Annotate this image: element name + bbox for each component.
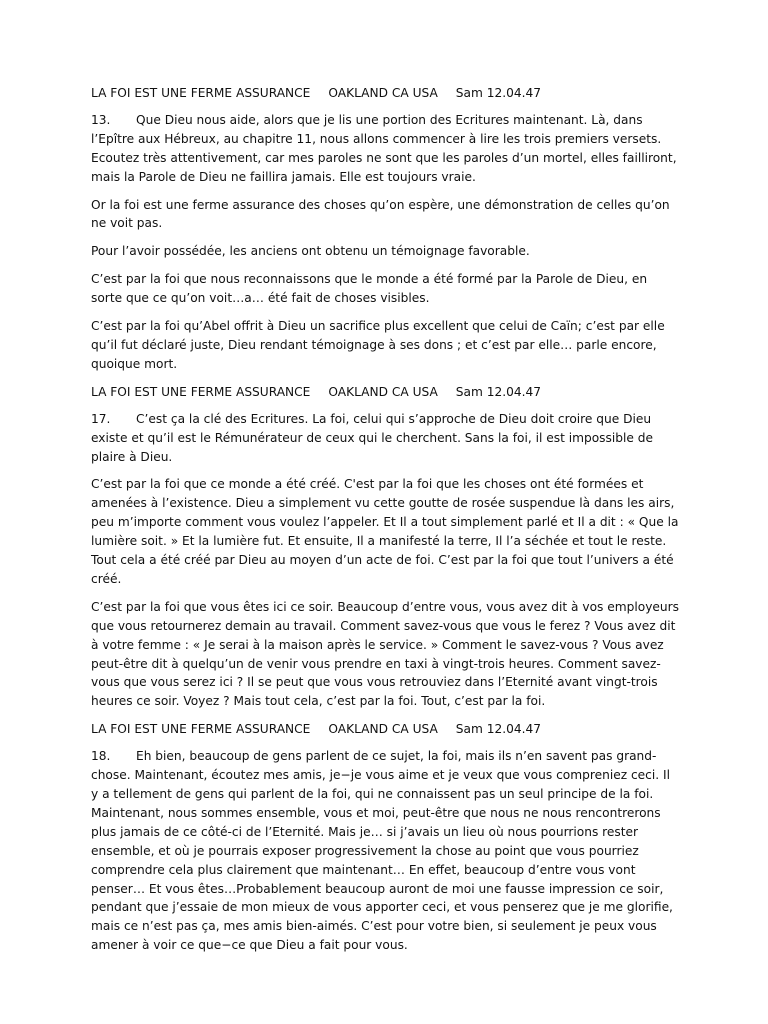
paragraph — [91, 410, 681, 467]
paragraph: Or la foi est une ferme assurance des choses qu’on espère, une démonstration de celles qu’on ne voit pas. — [91, 197, 670, 231]
header-date: Sam 12.04.47 — [455, 86, 542, 100]
paragraph-number: 13. — [91, 112, 111, 127]
header-title: LA FOI EST UNE FERME ASSURANCE — [91, 722, 311, 737]
header-title: LA FOI EST UNE FERME ASSURANCE — [91, 384, 311, 399]
paragraph: Pour l’avoir possédée, les anciens ont obtenu un témoignage favorable. — [91, 244, 530, 259]
paragraph: C’est par la foi que ce monde a été créé. C'est par la foi que les choses ont été formées et amenées à l’existence. Dieu a simplement vu cette goutte de rosée suspendue là dans les airs, peu m’importe comment vous voulez l’appeler. Et Il a tout simplement parlé et Il a dit : « Que la lumière soit. » Et la lumière fut. Et ensuite, Il a manifesté la terre, Il l’a séchée et tout le reste. Tout cela a été créé par Dieu au moyen d’un acte de foi. C’est par la foi que tout l’univers a été créé. — [91, 477, 679, 586]
running-header — [91, 720, 681, 739]
paragraph-number: 17. — [91, 411, 111, 426]
paragraph-text: Eh bien, beaucoup de gens parlent de ce sujet, la foi, mais ils n’en savent pas grand-chose. Maintenant, écoutez mes amis, je−je vous aime et je veux que vous compreniez ceci. Il y a tellement de gens qui parlent de la foi, qui ne connaissent pas un seul principe de la foi. Maintenant, nous sommes ensemble, vous et moi, peut-être que nous ne nous rencontrerons plus jamais de ce côté-ci de l’Eternité. Mais je… si j’avais un lieu où nous pourrions rester ensemble, et où je pourrais exposer progressivement la chose au point que vous pourriez comprendre cela plus clairement que maintenant… En effet, beaucoup d’entre vous vont penser… Et vous êtes…Probablement beaucoup auront de moi une fausse impression ce soir, pendant que j’essaie de mon mieux de vous apporter ceci, et vous penserez que je me glorifie, mais ce n’est pas ça, mes amis bien-aimés. C’est pour votre bien, si seulement je peux vous amener à voir ce que−ce que Dieu a fait pour vous. — [91, 749, 673, 953]
paragraph: C’est par la foi que vous êtes ici ce soir. Beaucoup d’entre vous, vous avez dit à vos employeurs que vous retournerez demain au travail. Comment savez-vous que vous le ferez ? Vous avez dit à votre femme : « Je serai à la maison après le service. » Comment le savez-vous ? Vous avez peut-être dit à quelqu’un de venir vous prendre en taxi à vingt-trois heures. Comment savez-vous que vous serez ici ? Il se peut que vous vous retrouviez dans l’Eternité avant vingt-trois heures ce soir. Voyez ? Mais tout cela, c’est par la foi. Tout, c’est par la foi. — [91, 599, 679, 709]
paragraph-text: Que Dieu nous aide, alors que je lis une portion des Ecritures maintenant. Là, dans l’Epître aux Hébreux, au chapitre 11, nous allons commencer à lire les trois premiers versets. Ecoutez très attentivement, car mes paroles ne sont que les paroles d’un mortel, elles failliront, mais la Parole de Dieu ne faillira jamais. Elle est toujours vraie. — [91, 112, 677, 184]
header-date: Sam 12.04.47 — [455, 384, 542, 399]
header-date: Sam 12.04.47 — [455, 722, 542, 737]
document-page — [91, 84, 681, 964]
paragraph — [91, 747, 681, 955]
paragraph: C’est par la foi qu’Abel offrit à Dieu un sacrifice plus excellent que celui de Caïn; c’est par elle qu’il fut déclaré juste, Dieu rendant témoignage à ses dons ; et c’est par elle… parle encore, quoique mort. — [91, 319, 665, 371]
header-title: LA FOI EST UNE FERME ASSURANCE — [91, 86, 311, 100]
header-place: OAKLAND CA USA — [328, 384, 438, 399]
paragraph — [91, 111, 681, 187]
running-header — [91, 84, 681, 103]
paragraph-number: 18. — [91, 749, 111, 764]
header-place: OAKLAND CA USA — [328, 86, 438, 100]
paragraph-text: C’est ça la clé des Ecritures. La foi, celui qui s’approche de Dieu doit croire que Dieu existe et qu’il est le Rémunérateur de ceux qui le cherchent. Sans la foi, il est impossible de plaire à Dieu. — [91, 411, 653, 464]
paragraph: C’est par la foi que nous reconnaissons que le monde a été formé par la Parole de Dieu, en sorte que ce qu’on voit…a… été fait de choses visibles. — [91, 272, 648, 306]
header-place: OAKLAND CA USA — [328, 722, 438, 737]
running-header — [91, 383, 681, 402]
